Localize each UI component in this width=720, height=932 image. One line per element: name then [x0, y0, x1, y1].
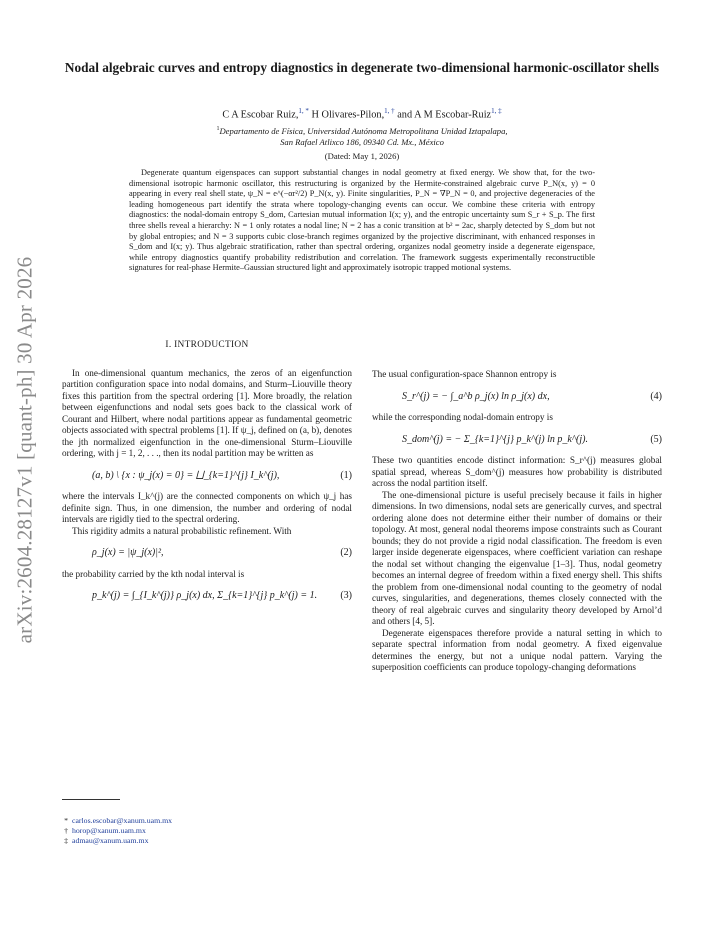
email-link[interactable]: admau@xanum.uam.mx — [72, 836, 149, 846]
author-list — [62, 107, 662, 120]
footnote-mark: ‡ — [64, 836, 68, 846]
paragraph: Degenerate eigenspaces therefore provide a natural setting in which to separate spectral information from nodal geometry. A fixed eigenvalue determines the energy, but not a unique nodal pattern. Varying the superposition coefficients can produce topology-changing deformations — [372, 627, 662, 672]
author-name: A M Escobar-Ruiz — [414, 109, 492, 121]
equation-4 — [372, 391, 662, 403]
left-column — [62, 340, 352, 612]
equation-number: (4) — [650, 390, 662, 402]
author-name: C A Escobar Ruiz, — [222, 109, 299, 121]
arxiv-sidebar-stamp — [8, 230, 42, 670]
equation-number: (3) — [340, 590, 352, 601]
equation-number: (5) — [650, 433, 662, 445]
equation-body: S_r^(j) = − ∫_a^b ρ_j(x) ln ρ_j(x) dx, — [402, 390, 550, 402]
affiliation-line: San Rafael Atlixco 186, 09340 Cd. Mx., México — [280, 136, 444, 147]
right-column — [372, 369, 662, 674]
author-affil-marker[interactable]: 1, ‡ — [491, 107, 502, 115]
author-affil-marker[interactable]: 1, * — [298, 107, 309, 115]
equation-5 — [372, 434, 662, 446]
footnotes — [62, 816, 172, 847]
author-affil-marker[interactable]: 1, † — [384, 107, 395, 115]
affiliation-marker: 1 — [216, 126, 220, 132]
affiliation — [62, 124, 662, 148]
footnote — [62, 836, 172, 846]
paragraph: These two quantities encode distinct information: S_r^(j) measures global spatial spread, whereas S_dom^(j) measures how probability is distributed across the nodal partition itself. — [372, 455, 662, 488]
author-conjunction: and — [397, 109, 413, 121]
email-link[interactable]: horop@xanum.uam.mx — [72, 826, 146, 836]
email-link[interactable]: carlos.escobar@xanum.uam.mx — [72, 816, 173, 825]
paragraph: This rigidity admits a natural probabilistic refinement. With — [72, 525, 292, 536]
affiliation-line: Departamento de Física, Universidad Autónoma Metropolitana Unidad Iztapalapa, — [219, 125, 508, 136]
equation-body: (a, b) \ {x : ψ_j(x) = 0} = ⨆_{k=1}^{j} I_k^(j), — [92, 469, 280, 481]
equation-2 — [62, 547, 352, 559]
footnote-rule — [62, 799, 120, 800]
footnote — [62, 816, 172, 826]
equation-number: (1) — [340, 469, 352, 481]
paragraph: where the intervals I_k^(j) are the connected components on which ψ_j has definite sign. Thus, in one dimension, the number and ordering of nodal intervals are rigidly tied to the spectral ordering. — [62, 491, 352, 524]
dated-line: (Dated: May 1, 2026) — [324, 151, 400, 161]
paragraph: the probability carried by the kth nodal interval is — [62, 568, 245, 579]
abstract: Degenerate quantum eigenspaces can support substantial changes in nodal geometry at fixed energy. We show that, for the two-dimensional isotropic harmonic oscillator, this restructuring is organized by the Hermite-constrained algebraic curve P_N(x, y) = 0 appearing in every real shell state, ψ_N = e^(−αr²/2) P_N(x, y). Finite singularities, P_N = ∇P_N = 0, and projective degeneracies of the leading homogeneous part identify the strata where topology-changing events can occur. We combine these criteria with entropy diagnostics: the nodal-domain entropy S_dom, Cartesian mutual information I(x; y), and the entropic uncertainty sum S_r + S_p. The first three shells reveal a hierarchy: N = 1 only rotates a nodal line; N = 2 has a conic transition at b² = 2ac, sharply detected by S_dom but not by global entropies; and N = 3 supports cubic close-branch regimes organized by the projective discriminant, with enhanced responses in S_dom and I(x; y). Thus algebraic stratification, rather than spectral ordering, organizes nodal geometry inside a degenerate eigenspace, while entropy diagnostics quantify probability redistribution and correlation. The framework suggests experimentally reconstructible signatures for real-phase Hermite–Gaussian structured light and approximately isotropic trapped motional systems. — [129, 168, 595, 273]
footnote — [62, 826, 172, 836]
equation-body: p_k^(j) = ∫_{I_k^(j)} ρ_j(x) dx, Σ_{k=1}^{j} p_k^(j) = 1. — [92, 590, 318, 601]
author-name: H Olivares-Pilon, — [311, 109, 385, 121]
footnote-mark: † — [64, 826, 68, 836]
paragraph: while the corresponding nodal-domain entropy is — [372, 412, 553, 422]
equation-body: ρ_j(x) = |ψ_j(x)|², — [92, 547, 164, 558]
arxiv-identifier: arXiv:2604.28127v1 [quant-ph] 30 Apr 2026 — [12, 256, 37, 644]
footnote-mark: * — [64, 816, 68, 825]
section-heading: I. INTRODUCTION — [165, 340, 249, 350]
paragraph: In one-dimensional quantum mechanics, the zeros of an eigenfunction partition configuration space into nodal domains, and Sturm–Liouville theory fixes this partition from the spectral ordering [1]. More broadly, the relation between eigenfunctions and nodal sets goes back to the classical work of Courant and Hilbert, where nodal partitions appear as fundamental geometric objects associated with spectral problems [1]. If ψ_j, defined on (a, b), denotes the jth normalized eigenfunction in the one-dimensional Sturm–Liouville ordering, with j = 1, 2, . . ., then its nodal partition may be written as — [62, 367, 352, 458]
paragraph: The one-dimensional picture is useful precisely because it fails in higher dimensions. In two dimensions, nodal sets are generically curves, and spectral ordering alone does not determine either their number of domains or their topology. At most, general nodal theorems impose constraints such as Courant bounds; they do not provide a rigid nodal classification. The freedom is even larger inside degenerate eigenspaces, where coefficient variation can reshape the nodal set without changing the eigenvalue [1–3]. Thus, nodal geometry becomes an internal degree of freedom within a fixed energy shell. This shifts the problem from one-dimensional nodal counting to the geometry of nodal curves, singularities, and degenerations, themes closely connected with the theory of real algebraic curves and singularity theory developed by Arnol’d and others [4, 5]. — [372, 489, 662, 626]
equation-1 — [62, 470, 352, 482]
paper-title: Nodal algebraic curves and entropy diagnostics in degenerate two-dimensional harmonic-oscillator shells — [64, 60, 660, 75]
equation-body: S_dom^(j) = − Σ_{k=1}^{j} p_k^(j) ln p_k^(j). — [402, 433, 588, 445]
equation-3 — [62, 590, 352, 602]
equation-number: (2) — [340, 547, 352, 558]
paragraph: The usual configuration-space Shannon entropy is — [372, 369, 557, 379]
